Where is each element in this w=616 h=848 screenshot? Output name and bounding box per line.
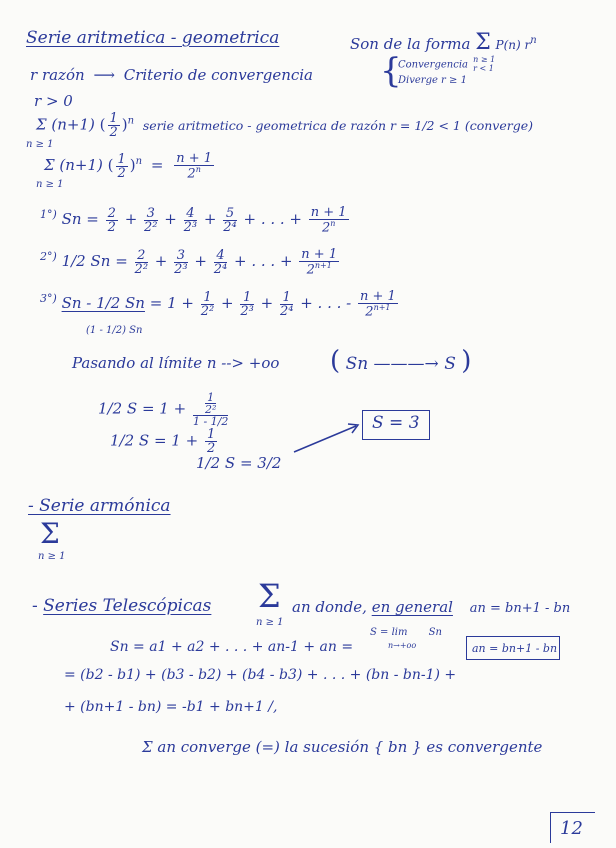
limit-index: n→+oo bbox=[388, 641, 417, 650]
Sn-line: Sn = a1 + a2 + . . . + an-1 + an = bbox=[110, 639, 354, 655]
limit-convergence: ( Sn ———→ S ) bbox=[330, 346, 472, 376]
harmonic-index: n ≥ 1 bbox=[38, 551, 66, 562]
an-def-boxed: an = bn+1 - bn bbox=[472, 642, 558, 655]
step1: $^{1^\circ)}$ Sn = $\frac{2}{2}$ + $\frac{3}{\text{2²}}$ + $\frac{4}{\text{2³}}$ + $\frac{5}{\text{2⁴}}$ + . . . + $\frac{n + 1}{2^n}$ bbox=[40, 205, 347, 236]
convergence-label: Convergencia n ≥ 1 r < 1 bbox=[398, 55, 496, 73]
half-S-line1: 1/2 S = 1 + $\frac{\frac{1}{\text{2²}}}{1 - 1/2}$ bbox=[98, 391, 229, 428]
ratio-label: r razón ⟶ Criterio de convergencia bbox=[30, 66, 313, 84]
expand-line2: + (bn+1 - bn) = -b1 + bn+1 /, bbox=[64, 699, 278, 715]
step2: $^{2^\circ)}$ 1/2 Sn = $\frac{2}{\text{2²}}$ + $\frac{3}{\text{2³}}$ + $\frac{4}{\text{2⁴}}$ + . . . + $\frac{n + 1}{2^{n+1}}$ bbox=[40, 247, 338, 278]
section-title-harmonic: - Serie armónica bbox=[28, 496, 171, 516]
expand-line1: = (b2 - b1) + (b3 - b2) + (b4 - b3) + . . . + (bn - bn-1) + bbox=[64, 667, 457, 683]
n-ge-1-b: n ≥ 1 bbox=[36, 179, 64, 190]
telescopic-sigma: Σ bbox=[258, 577, 281, 615]
conclusion: Σ an converge (=) la sucesión { bn } es convergente bbox=[142, 738, 543, 756]
r-positive: r > 0 bbox=[34, 92, 73, 110]
form-text: Son de la forma Σ P(n) $r^n$ bbox=[350, 30, 537, 55]
under-brace: (1 - 1/2) Sn bbox=[86, 325, 143, 336]
limit-text: Pasando al límite n --> +oo bbox=[72, 354, 280, 372]
telescopic-index: n ≥ 1 bbox=[256, 617, 284, 628]
step3: $^{3^\circ)}$ Sn - 1/2 Sn = 1 + $\frac{1}{\text{2²}}$ + $\frac{1}{\text{2³}}$ + $\frac{1}{\text{2⁴}}$ + . . . - $\frac{n + 1}{2^{n+1}}$ bbox=[40, 289, 396, 320]
half-S-line2: 1/2 S = 1 + $\frac{1}{2}$ bbox=[110, 427, 216, 456]
page-number: 12 bbox=[560, 818, 583, 839]
example-series: Σ (n+1) ( $\frac{1}{2}$ )$^n$ serie aritmetico - geometrica de razón r = 1/2 < 1 (converge) bbox=[36, 111, 534, 140]
section-title-telescopic: - Series Telescópicas bbox=[32, 596, 212, 616]
limit-S: S = lim Sn bbox=[370, 627, 442, 638]
result-value: S = 3 bbox=[372, 413, 420, 433]
n-ge-1-a: n ≥ 1 bbox=[26, 139, 54, 150]
diverge-label: Diverge r ≥ 1 bbox=[398, 75, 467, 86]
arrow-to-result bbox=[290, 418, 370, 458]
telescopic-where: an donde, en general an = bn+1 - bn bbox=[292, 598, 571, 616]
criteria-brace: { bbox=[380, 51, 402, 91]
series-equals: Σ (n+1) ( $\frac{1}{2}$ )$^n$ = $\frac{n + 1}{2^n}$ bbox=[44, 151, 213, 182]
half-S-line3: 1/2 S = 3/2 bbox=[196, 454, 282, 472]
section-title-arith-geo: Serie aritmetica - geometrica bbox=[26, 28, 280, 48]
harmonic-sigma: Σ bbox=[40, 517, 60, 550]
